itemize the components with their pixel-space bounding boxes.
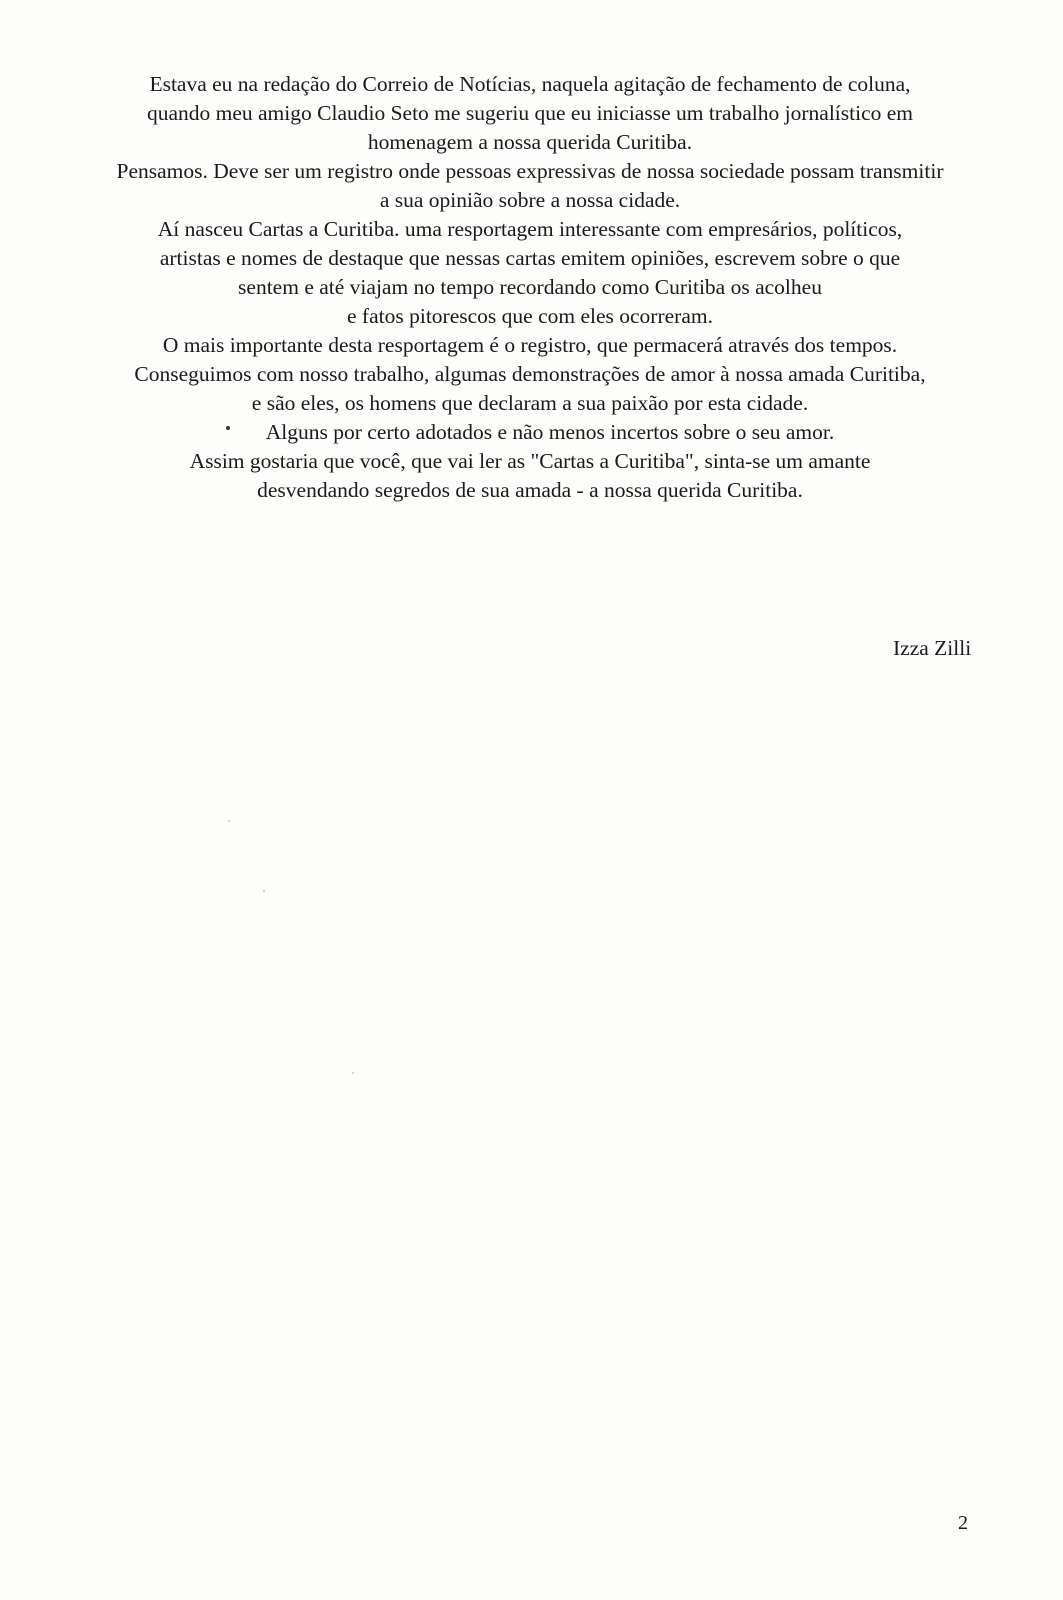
letter-body [40,70,1020,505]
text-line-5: a sua opinião sobre a nossa cidade. [379,188,681,212]
text-line-10: O mais importante desta resportagem é o registro, que permacerá através dos tempos. [162,333,898,357]
text-line-8: sentem e até viajam no tempo recordando como Curitiba os acolheu [238,275,822,299]
text-line-13-wrapper [40,418,1020,447]
text-line-7: artistas e nomes de destaque que nessas cartas emitem opiniões, escrevem sobre o que [159,246,901,270]
text-line-2: quando meu amigo Claudio Seto me sugeriu que eu iniciasse um trabalho jornalístico em [146,101,914,125]
text-line-15: desvendando segredos de sua amada - a nossa querida Curitiba. [257,478,803,502]
text-line-11: Conseguimos com nosso trabalho, algumas demonstrações de amor à nossa amada Curitiba, [134,362,926,386]
scan-speck [263,890,265,892]
page-number: 2 [958,1512,968,1534]
text-line-12: e são eles, os homens que declaram a sua paixão por esta cidade. [251,391,809,415]
text-line-3: homenagem a nossa querida Curitiba. [367,130,693,154]
scan-speck [228,820,230,822]
stray-dot-mark [226,426,230,430]
text-line-9: e fatos pitorescos que com eles ocorreram. [347,304,713,328]
scan-speck [352,1072,354,1074]
author-signature: Izza Zilli [893,636,972,660]
text-line-6: Aí nasceu Cartas a Curitiba. uma resportagem interessante com empresários, políticos, [157,217,903,241]
text-line-4: Pensamos. Deve ser um registro onde pessoas expressivas de nossa sociedade possam transmitir [116,159,944,183]
text-line-14: Assim gostaria que você, que vai ler as "Cartas a Curitiba", sinta-se um amante [189,449,871,473]
text-line-13: Alguns por certo adotados e não menos incertos sobre o seu amor. [265,420,835,444]
text-line-1: Estava eu na redação do Correio de Notícias, naquela agitação de fechamento de coluna, [149,72,911,96]
